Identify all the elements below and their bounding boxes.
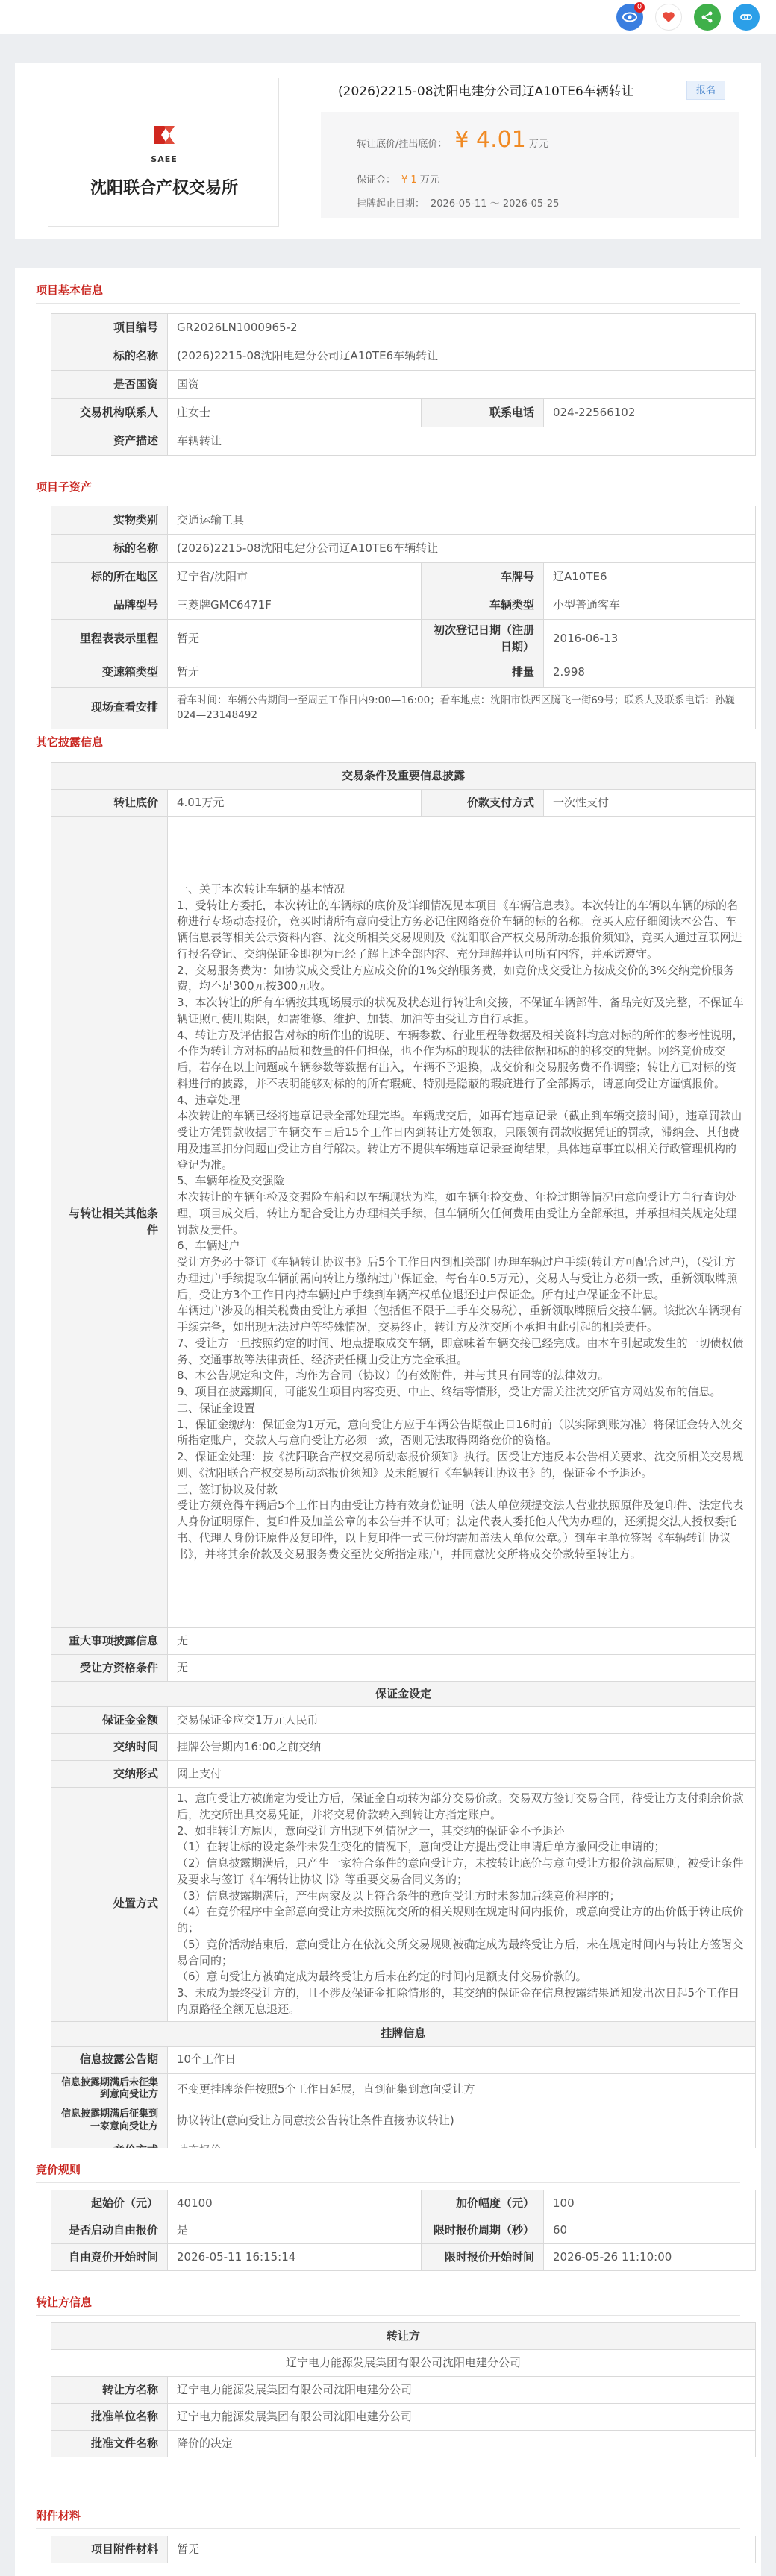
mileage: 暂无 [168,620,422,659]
deposit-value: ¥ 1 [401,175,417,186]
divider [36,2528,740,2529]
major-events: 无 [168,1628,756,1655]
transfer-conditions-text: 一、关于本次转让车辆的基本情况 1、受转让方委托，本次转让的车辆标的底价及详细情况见本项目《车辆信息表》。本次转让的车辆以车辆的标的名称进行专场动态报价，竞买时请所有意向受让方务必记住网络竞价车辆的标的名称。竞买人应仔细阅读本公告、车辆信息表等相关公示资料内容、沈交所相关交易规则及《沈阳联合产权交易所动态报价须知》，竞买人通过互联网进行报名登记、交纳保证金即视为已经了解上述全部内容、充分理解并认可所有内容，并承诺遵守。 2、交易服务费为：如协议成交受让方应成交价的1%交纳服务费，如竞价成交受让方按成交价的3%交纳竞价服务费，均不足300元按300元收。 3、本次转让的所有车辆按其现场展示的状况及状态进行转让和交接，不保证车辆部件、备品完好及完整，不保证车辆证照可使用期限，如需维修、维护、加装、加油等由受让方自行承担。 4、转让方及评估报告对标的所作出的说明、车辆参数、行业里程等数据及相关资料均意对标的所作的参考性说明，不作为转让方对标的品质和数量的任何担保，也不作为标的现状的法律依据和标的的移交的凭据。网络竞价成交后，若存在以上问题或车辆参数等数据有出入，车辆不予退换，成交价和交易服务费不作调整；转让方已对标的资料进行的披露，并不表明能够对标的的所有瑕疵、特别是隐蔽的瑕疵进行了全部揭示，请意向受让方谨慎报价。 4、违章处理 本次转让的车辆已经将违章记录全部处理完毕。车辆成交后，如再有违章记录（截止到车辆交接时间），违章罚款由受让方凭罚款收据于车辆交车日后15个工作日内到转让方处领取，只限领有罚款收据凭证的罚款，滞纳金、其他费用及违章扣分问题由受让方自行解决。转让方不提供车辆违章记录查询结果，具体违章事宜以相关行政管理机构的登记为准。 5、车辆年检及交强险 本次转让的车辆年检及交强险车船和以车辆现状为准，如车辆年检交费、年检过期等情况由意向受让方自行查询处理，项目成交后，转让方配合受让方办理相关手续，但车辆所欠任何费用由受让方全部承担，并承担相关规定处理罚款及责任。 6、车辆过户 受让方务必于签订《车辆转让协议书》后5个工作日内到相关部门办理车辆过户手续(转让方可配合过户)，（受让方办理过户手续提取车辆前需向转让方缴纳过户保证金，每台车0.5万元），交易人与受让方必须一致，重新领取牌照后，受让方3个工作日内持车辆过户手续到车辆产权单位退还过户保证金。所有过户保证金不计息。 车辆过户涉及的相关税费由受让方承担（包括但不限于二手车交易税），重新领取牌照后交接车辆。该批次车辆现有手续完备，如出现无法过户等特殊情况，交易终止，转让方及沈交所不承担由此引起的相关责任。 7、受让方一旦按照约定的时间、地点提取成交车辆，即意味着车辆交接已经完成。由本车引起或发生的一切债权债务、交通事故等法律责任、经济责任概由受让方完全承担。 8、本公告规定和文件，均作为合同（协议）的有效附件，并与其具有同等的法律效力。 9、项目在披露期间，可能发生项目内容变更、中止、终结等情形，受让方需关注沈交所官方网站发布的信息。 二、保证金设置 1、保证金缴纳：保证金为1万元，意向受让方应于车辆公告期截止日16时前（以实际到账为准）将保证金转入沈交所指定账户，交款人与意向受让方必须一致，否则无法取得网络竞价的资格。 2、保证金处理：按《沈阳联合产权交易所动态报价须知》执行。因受让方违反本公告相关要求、沈交所相关交易规则、《沈阳联合产权交易所动态报价须知》及未能履行《车辆转让协议书》的，保证金不予退还。 三、签订协议及付款 受让方须竞得车辆后5个工作日内由受让方持有效身份证明（法人单位须提交法人营业执照原件及复印件、法定代表人身份证明原件、复印件及加盖公章的本公告并不认可；法定代表人委托他人代为办理的，还须提交法人授权委托书、代理人身份证原件及复印件，以上复印件一式三份均需加盖法人单位公章。）到车主单位签署《车辆转让协议书》，并将其余价款及交易服务费交至沈交所指定账户，并同意沈交所将成交价款转至转让方。 [168,817,756,1628]
bidding-rules-table [51,2190,756,2271]
cell-label: 信息披露公告期 [51,2046,168,2073]
period-value: 2026-05-11 ～ 2026-05-25 [431,198,560,210]
transfer-price-label: 转让底价/挂出底价： [357,139,448,150]
basic-info-table [51,313,756,456]
asset-description: 车辆转让 [168,427,756,456]
eye-icon[interactable] [616,4,643,31]
cell-label: 保证金金额 [51,1707,168,1734]
asset-type: 交通运输工具 [168,506,756,535]
cell-label: 车牌号 [422,563,544,591]
cell-label: 标的名称 [51,535,168,563]
price-panel [321,112,739,218]
cell-label: 限时报价开始时间 [422,2244,544,2271]
transferor-name: 辽宁电力能源发展集团有限公司沈阳电建分公司 [168,2377,756,2404]
saee-logo-icon [151,122,178,148]
cell-label: 标的名称 [51,342,168,371]
cell-label: 项目编号 [51,314,168,342]
no-taker-rule: 不变更挂牌条件按照5个工作日延展，直到征集到意向受让方 [168,2073,756,2105]
deposit-unit: 万元 [419,175,439,186]
one-taker-rule: 协议转让(意向受让方同意按公告转让条件直接协议转让) [168,2105,756,2137]
asset-info-section [15,470,761,731]
divider [36,303,740,304]
visit-arrangement: 看车时间：车辆公告期间一至周五工作日内9:00—16:00；看车地点：沈阳市铁西区腾飞一街69号；联系人及联系电话：孙巍 024—23148492 [168,687,756,729]
approval-document: 降价的决定 [168,2431,756,2457]
cell-label: 车辆类型 [422,591,544,620]
disclosure-table [51,762,756,2164]
transferor-company: 辽宁电力能源发展集团有限公司沈阳电建分公司 [51,2350,756,2377]
asset-info-table [51,506,756,729]
transferor-table [51,2322,756,2457]
limit-bid-start: 2026-05-26 11:10:00 [544,2244,756,2271]
payment-method: 一次性支付 [544,790,756,817]
transfer-price-unit: 万元 [528,139,548,150]
deposit-mode: 网上支付 [168,1761,756,1788]
attachment-list[interactable]: 暂无 [168,2536,756,2563]
deposit-amount: 交易保证金应交1万元人民币 [168,1707,756,1734]
top-toolbar [0,0,776,34]
section-title-attach: 附件材料 [36,2509,81,2522]
cell-label: 排量 [422,659,544,687]
cell-label: 限时报价周期（秒） [422,2217,544,2244]
contact-phone: 024-22566102 [544,399,756,427]
limit-cycle: 60 [544,2217,756,2244]
basic-info-section [15,268,761,470]
cell-label: 实物类别 [51,506,168,535]
section-title-bidding: 竞价规则 [36,2163,81,2176]
cell-label: 转让方名称 [51,2377,168,2404]
logo-abbrev: SAEE [151,154,178,164]
gearbox-type: 暂无 [168,659,422,687]
qualification: 无 [168,1655,756,1682]
trade-conditions-header: 交易条件及重要信息披露 [51,763,756,790]
cell-label: 里程表表示里程 [51,620,168,659]
deposit-handling-text: 1、意向受让方被确定为受让方后，保证金自动转为部分交易价款。交易双方签订交易合同，待受让方支付剩余价款后，沈交所出具交易凭证，并将交易价款转入到转让方指定账户。 2、如非转让方原因，意向受让方出现下列情况之一，其交纳的保证金不予退还 （1）在转让标的设定条件未发生变化的情况下，意向受让方提出受让申请后单方撤回受让申请的； （2）信息披露期满后，只产生一家符合条件的意向受让方，未按转让底价与意向受让方报价孰高原则，被受让条件及要求与签订《车辆转让协议书》等重要交易合同义务的； （3）信息披露期满后，产生两家及以上符合条件的意向受让方时未参加后续竞价程序的； （4）在竞价程序中全部意向受让方未按照沈交所的相关规则在规定时间内报价，或意向受让方的出价低于转让底价的； （5）竞价活动结束后，意向受让方在依沈交所交易规则被确定成为最终受让方后，未在规定时间内与转让方签署交易合同的； （6）意向受让方被确定成为最终受让方后未在约定的时间内足额支付交易价款的。 3、未成为最终受让方的，且不涉及保证金扣除情形的，其交纳的保证金在信息披露结果通知发出次日起5个工作日内原路径全额无息退还。 [168,1788,756,2022]
attachments-table [51,2536,756,2563]
cell-label: 项目附件材料 [51,2536,168,2563]
cell-label: 信息披露期满后征集到一家意向受让方 [51,2105,168,2137]
base-price: 4.01万元 [168,790,422,817]
start-price: 40100 [168,2190,422,2217]
cell-label: 交易机构联系人 [51,399,168,427]
heart-icon[interactable] [655,4,682,31]
transferor-section [15,2281,761,2494]
logo-box [48,78,279,227]
cell-label: 现场查看安排 [51,687,168,729]
is-state-owned: 国资 [168,371,756,399]
view-count-badge: 0 [634,2,645,13]
divider [36,2182,740,2183]
cell-label: 交纳形式 [51,1761,168,1788]
deposit-row [357,172,439,186]
target-name: (2026)2215-08沈阳电建分公司辽A10TE6车辆转让 [168,342,756,371]
attachments-section [15,2494,761,2576]
deposit-label: 保证金： [357,175,396,186]
cell-label: 处置方式 [51,1788,168,2022]
transfer-price-value: ¥ 4.01 [454,127,526,153]
section-title-transferor: 转让方信息 [36,2296,93,2309]
vehicle-model: 三菱牌GMC6471F [168,591,422,620]
cell-label: 与转让相关其他条件 [51,817,168,1628]
status-badge[interactable]: 报名 [686,81,725,100]
displacement: 2.998 [544,659,756,687]
section-title-other: 其它披露信息 [36,735,104,749]
increment: 100 [544,2190,756,2217]
project-title: (2026)2215-08沈阳电建分公司辽A10TE6车辆转让 [338,84,634,99]
cell-label: 起始价（元） [51,2190,168,2217]
link-icon[interactable] [733,4,760,31]
cell-label: 自由竞价开始时间 [51,2244,168,2271]
cell-label: 批准文件名称 [51,2431,168,2457]
transferor-header: 转让方 [51,2323,756,2350]
cell-label: 变速箱类型 [51,659,168,687]
deposit-setting-header: 保证金设定 [51,1682,756,1707]
cell-label: 交纳时间 [51,1734,168,1761]
auto-bid: 是 [168,2217,422,2244]
cell-label: 转让底价 [51,790,168,817]
cell-label: 重大事项披露信息 [51,1628,168,1655]
cell-label: 批准单位名称 [51,2404,168,2431]
period-label: 挂牌起止日期： [357,198,425,210]
cell-label: 联系电话 [422,399,544,427]
other-disclosure-section [15,731,761,2148]
share-icon[interactable] [694,4,721,31]
cell-label: 标的所在地区 [51,563,168,591]
contact-person: 庄女士 [168,399,422,427]
project-number: GR2026LN1000965-2 [168,314,756,342]
cell-label: 信息披露期满后未征集到意向受让方 [51,2073,168,2105]
deposit-time: 挂牌公告期内16:00之前交纳 [168,1734,756,1761]
period-row [357,195,559,210]
cell-label: 资产描述 [51,427,168,456]
logo-name: 沈阳联合产权交易所 [90,178,238,198]
transfer-price-row [357,127,548,153]
asset-location: 辽宁省/沈阳市 [168,563,422,591]
cell-label: 品牌型号 [51,591,168,620]
listing-info-header: 挂牌信息 [51,2021,756,2046]
approver-name: 辽宁电力能源发展集团有限公司沈阳电建分公司 [168,2404,756,2431]
section-title-asset: 项目子资产 [36,480,93,494]
cell-label: 受让方资格条件 [51,1655,168,1682]
plate-number: 辽A10TE6 [544,563,756,591]
cell-label: 加价幅度（元） [422,2190,544,2217]
cell-label: 价款支付方式 [422,790,544,817]
disclosure-period: 10个工作日 [168,2046,756,2073]
cell-label: 是否启动自由报价 [51,2217,168,2244]
vehicle-type: 小型普通客车 [544,591,756,620]
bidding-rules-section [15,2148,761,2281]
asset-name: (2026)2215-08沈阳电建分公司辽A10TE6车辆转让 [168,535,756,563]
cell-label: 是否国资 [51,371,168,399]
section-title-basic: 项目基本信息 [36,283,104,297]
project-header [15,63,761,239]
registration-date: 2016-06-13 [544,620,756,659]
cell-label: 初次登记日期（注册日期） [422,620,544,659]
free-bid-start: 2026-05-11 16:15:14 [168,2244,422,2271]
divider [36,2315,740,2316]
